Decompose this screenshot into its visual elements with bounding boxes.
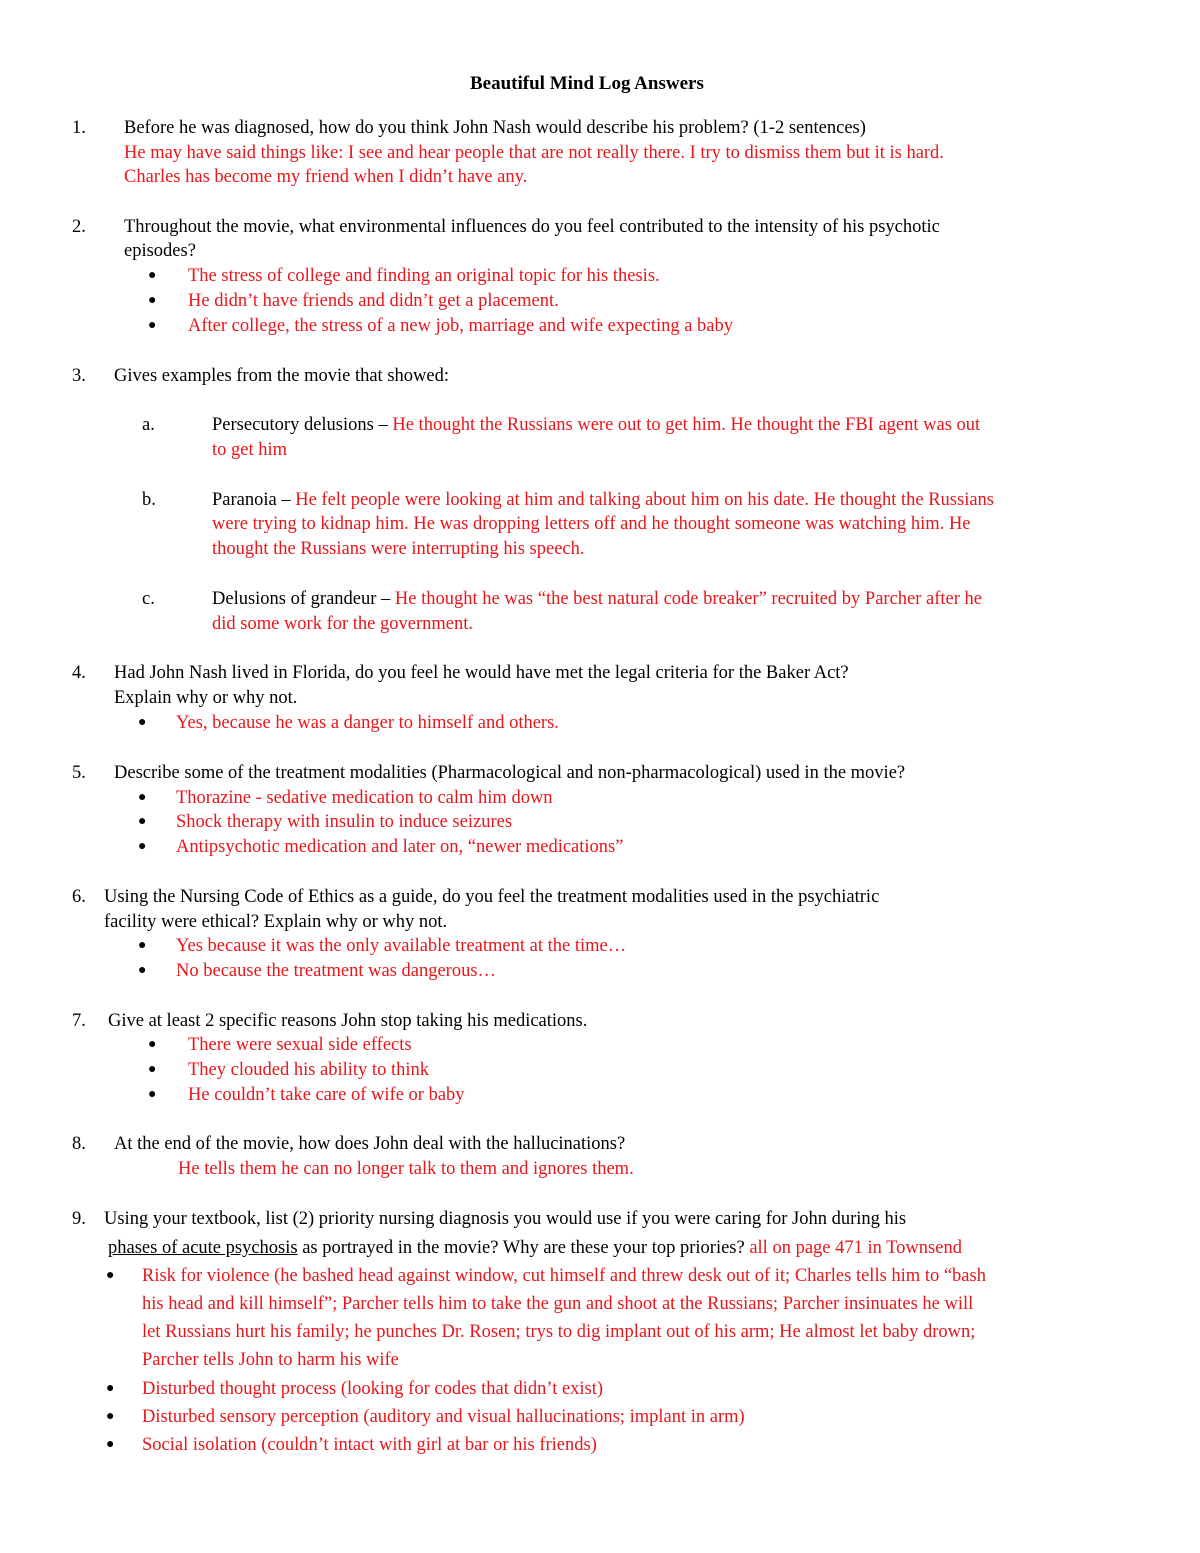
q6-answer: Yes because it was the only available treatment at the time… [176, 936, 627, 956]
bullet-icon: ● [148, 318, 157, 333]
q9-answer: Disturbed sensory perception (auditory and visual hallucinations; implant in arm) [142, 1407, 745, 1427]
q7-answer: He couldn’t take care of wife or baby [188, 1085, 465, 1105]
q9-answer-line: Risk for violence (he bashed head against window, cut himself and threw desk out of it; Charles tells him to “bash [142, 1266, 986, 1286]
q5-answer: Shock therapy with insulin to induce seizures [176, 812, 513, 832]
q1-answer-line: He may have said things like: I see and hear people that are not really there. I try to dismiss them but it is hard. [124, 143, 944, 163]
q3-number: 3. [72, 366, 86, 386]
q3-item-answer: did some work for the government. [212, 614, 473, 634]
q6-answer: No because the treatment was dangerous… [176, 961, 497, 981]
q7-number: 7. [72, 1011, 86, 1031]
q3-item-letter: a. [142, 415, 155, 435]
q9-answer: Disturbed thought process (looking for codes that didn’t exist) [142, 1379, 604, 1399]
q9-answer-line: let Russians hurt his family; he punches Dr. Rosen; trys to dig implant out of his arm; He almost let baby drown; [142, 1322, 976, 1342]
q6-question-line: facility were ethical? Explain why or why not. [104, 912, 448, 932]
q3-item-answer: He thought the Russians were out to get him. He thought the FBI agent was out [392, 415, 981, 435]
q3-item-line [212, 488, 994, 512]
bullet-icon: ● [138, 715, 147, 730]
q2-question-line: episodes? [124, 241, 196, 261]
q4-number: 4. [72, 663, 86, 683]
bullet-icon: ● [106, 1409, 115, 1424]
q9-page-note: all on page 471 in Townsend [749, 1238, 962, 1258]
q9-underlined-phrase: phases of acute psychosis [108, 1238, 298, 1258]
q3-item-letter: b. [142, 490, 156, 510]
q4-question-line: Explain why or why not. [114, 688, 298, 708]
q5-question: Describe some of the treatment modalities (Pharmacological and non-pharmacological) used in the movie? [114, 763, 906, 783]
q1-question: Before he was diagnosed, how do you think John Nash would describe his problem? (1-2 sentences) [124, 118, 866, 138]
q5-number: 5. [72, 763, 86, 783]
q9-answer-line: Parcher tells John to harm his wife [142, 1350, 399, 1370]
q7-answer: They clouded his ability to think [188, 1060, 429, 1080]
q7-answer: There were sexual side effects [188, 1035, 412, 1055]
q3-item-answer: thought the Russians were interrupting his speech. [212, 539, 585, 559]
bullet-icon: ● [148, 1087, 157, 1102]
bullet-icon: ● [138, 790, 147, 805]
q2-number: 2. [72, 217, 86, 237]
q9-answer: Social isolation (couldn’t intact with girl at bar or his friends) [142, 1435, 597, 1455]
bullet-icon: ● [106, 1437, 115, 1452]
q3-item-answer: He thought he was “the best natural code breaker” recruited by Parcher after he [394, 589, 983, 609]
bullet-icon: ● [106, 1381, 115, 1396]
q2-answer: He didn’t have friends and didn’t get a placement. [188, 291, 559, 311]
q9-question-line: Using your textbook, list (2) priority nursing diagnosis you would use if you were caring for John during his [104, 1209, 907, 1229]
document-title: Beautiful Mind Log Answers [470, 73, 704, 94]
q9-question-rest: as portrayed in the movie? Why are these your top priories? [297, 1238, 750, 1258]
bullet-icon: ● [138, 814, 147, 829]
bullet-icon: ● [148, 293, 157, 308]
q8-answer: He tells them he can no longer talk to them and ignores them. [178, 1159, 634, 1179]
q3-item-label: Paranoia – [212, 490, 296, 510]
q8-number: 8. [72, 1134, 86, 1154]
q3-item-line [212, 587, 982, 611]
q3-item-label: Delusions of grandeur – [212, 589, 395, 609]
bullet-icon: ● [138, 938, 147, 953]
q2-answer: After college, the stress of a new job, marriage and wife expecting a baby [188, 316, 734, 336]
q9-question-line [108, 1236, 962, 1260]
q3-item-answer: to get him [212, 440, 288, 460]
q3-item-answer: were trying to kidnap him. He was dropping letters off and he thought someone was watching him. He [212, 514, 971, 534]
q8-question: At the end of the movie, how does John deal with the hallucinations? [114, 1134, 626, 1154]
q3-item-answer: He felt people were looking at him and talking about him on his date. He thought the Russians [295, 490, 994, 510]
q7-question: Give at least 2 specific reasons John stop taking his medications. [108, 1011, 588, 1031]
bullet-icon: ● [148, 1062, 157, 1077]
q2-question-line: Throughout the movie, what environmental influences do you feel contributed to the intensity of his psychotic [124, 217, 940, 237]
bullet-icon: ● [106, 1268, 115, 1283]
q3-question: Gives examples from the movie that showed: [114, 366, 449, 386]
q3-item-label: Persecutory delusions – [212, 415, 393, 435]
bullet-icon: ● [138, 839, 147, 854]
q4-question-line: Had John Nash lived in Florida, do you feel he would have met the legal criteria for the Baker Act? [114, 663, 849, 683]
q1-answer-line: Charles has become my friend when I didn’t have any. [124, 167, 528, 187]
bullet-icon: ● [148, 1037, 157, 1052]
q5-answer: Antipsychotic medication and later on, “newer medications” [176, 837, 624, 857]
q2-answer: The stress of college and finding an original topic for his thesis. [188, 266, 660, 286]
q5-answer: Thorazine - sedative medication to calm him down [176, 788, 553, 808]
q3-item-letter: c. [142, 589, 155, 609]
q6-number: 6. [72, 887, 86, 907]
q4-answer: Yes, because he was a danger to himself and others. [176, 713, 559, 733]
q6-question-line: Using the Nursing Code of Ethics as a guide, do you feel the treatment modalities used in the psychiatric [104, 887, 880, 907]
q9-number: 9. [72, 1209, 86, 1229]
q9-answer-line: his head and kill himself”; Parcher tells him to take the gun and shoot at the Russians; Parcher insinuates he will [142, 1294, 974, 1314]
q1-number: 1. [72, 118, 86, 138]
bullet-icon: ● [138, 963, 147, 978]
q3-item-line [212, 413, 980, 437]
bullet-icon: ● [148, 268, 157, 283]
